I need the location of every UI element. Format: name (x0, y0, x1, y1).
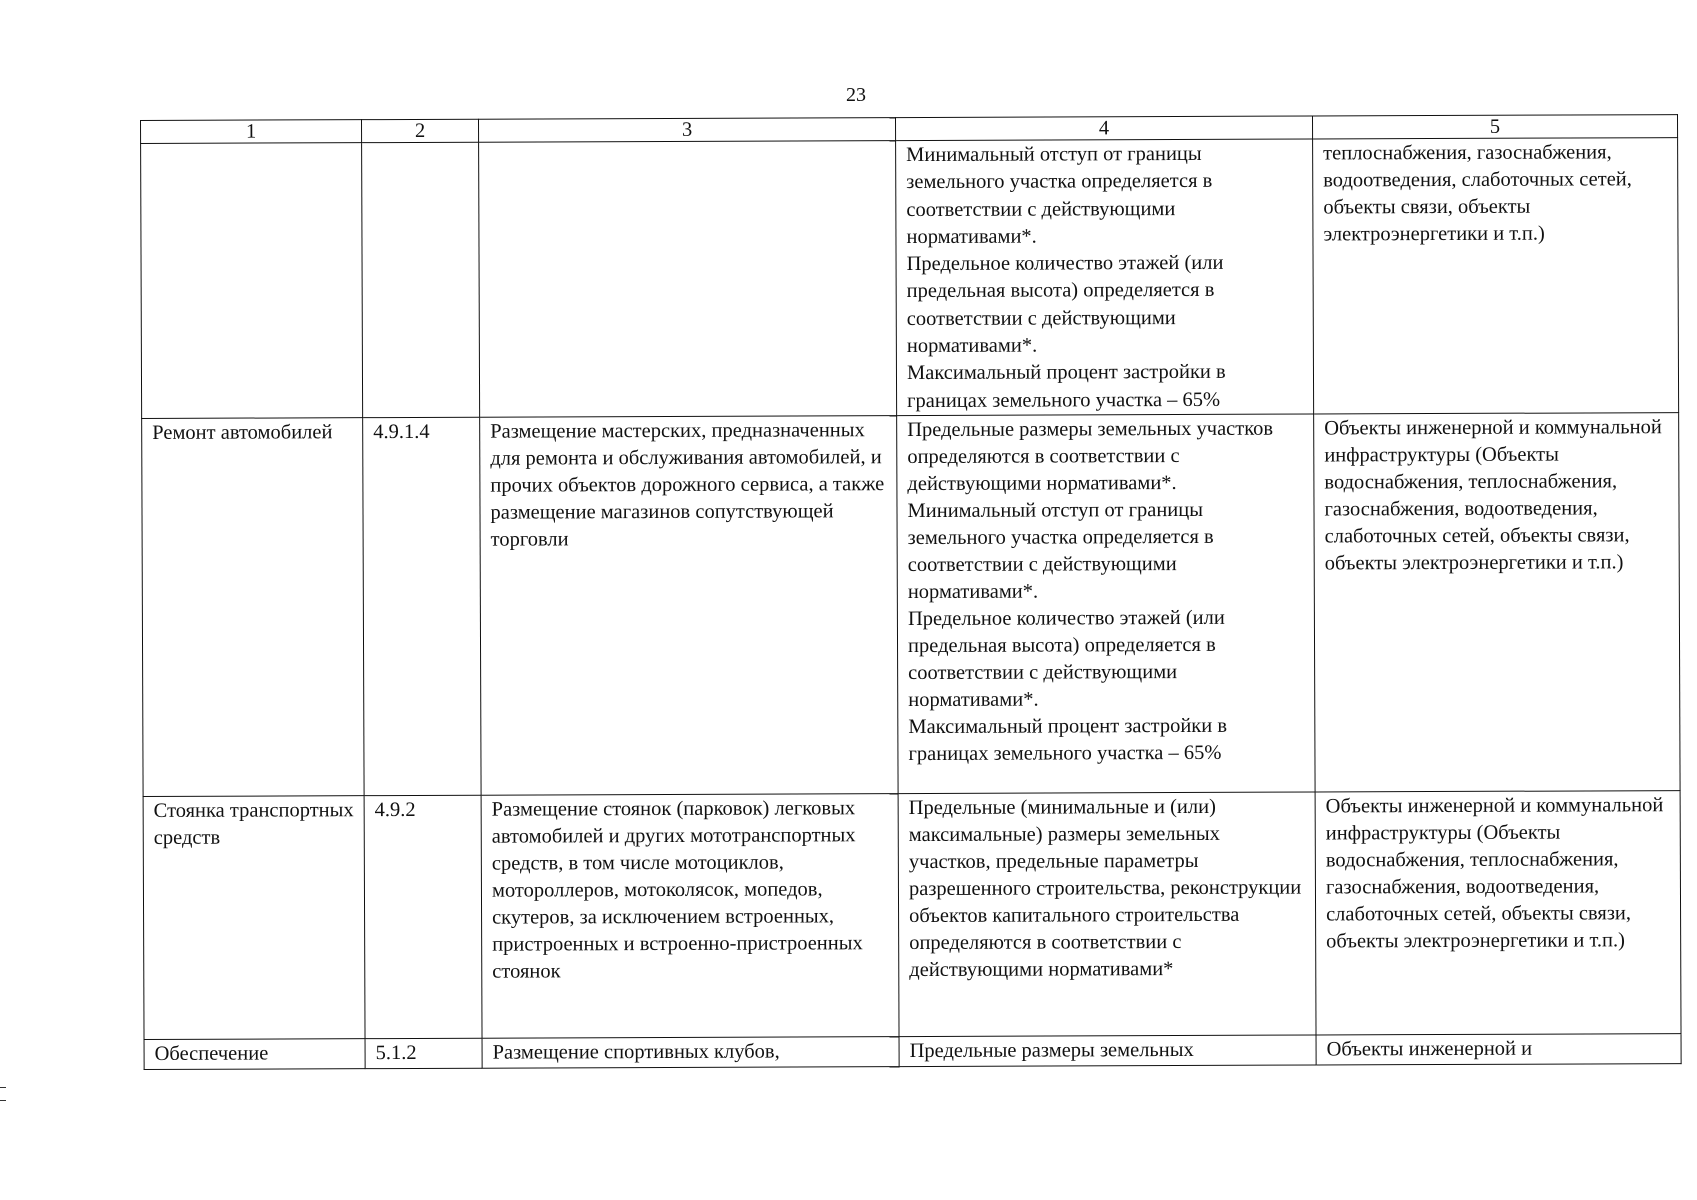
use-name-cell: Ремонт автомобилей (142, 418, 364, 797)
table-row (143, 791, 1681, 1040)
parameters-cell (896, 139, 1314, 416)
parameters-cell (898, 792, 1316, 1037)
use-code-cell (362, 142, 480, 417)
infrastructure-objects-cell: Объекты инженерной и коммунальной инфраструктуры (Объекты водоснабжения, теплоснабжения, газоснабжения, водоотведения, слаботочных сетей, объекты связи, объекты электроэнергетики и т.п.) (1314, 413, 1680, 792)
land-use-table (140, 114, 1682, 1070)
column-header-4: 4 (895, 116, 1312, 141)
use-name-cell (141, 143, 363, 419)
parameters-cell (897, 414, 1315, 794)
table-row (142, 413, 1680, 797)
page-number: 23 (846, 84, 866, 106)
use-code-cell: 4.9.1.4 (363, 417, 481, 795)
table-row (141, 138, 1679, 419)
scan-edge-mark (0, 1087, 6, 1101)
use-description-cell: Размещение спортивных клубов, (482, 1037, 899, 1069)
parameters-text: Предельные (минимальные и (или) максимальные) размеры земельных участков, предельные параметры разрешенного строительства, реконструкции объектов капитального строительства определяются в соответствии с действующими нормативами* (908, 795, 1302, 982)
use-code-cell: 5.1.2 (365, 1038, 482, 1068)
infrastructure-objects-cell: Объекты инженерной и (1316, 1034, 1681, 1065)
infrastructure-objects-cell: Объекты инженерной и коммунальной инфраструктуры (Объекты водоснабжения, теплоснабжения, газоснабжения, водоотведения, слаботочных сетей, объекты связи, объекты электроэнергетики и т.п.) (1315, 791, 1681, 1035)
column-header-5: 5 (1312, 115, 1677, 139)
parameters-text: Предельные размеры земельных участков определяются в соответствии с действующими нормативами*. Минимальный отступ от границы земельного участка определяется в соответствии с действующими нормативами*. Предельное количество этажей (или предельная высота) определяется в соответствии с действующими нормативами*. Максимальный процент застройки в границах земельного участка – 65% (907, 417, 1274, 766)
column-header-2: 2 (362, 119, 479, 142)
use-description-cell: Размещение мастерских, предназначенных для ремонта и обслуживания автомобилей, и прочих объектов дорожного сервиса, а также размещение магазинов сопутствующей торговли (480, 416, 898, 796)
parameters-text: Минимальный отступ от границы земельного участка определяется в соответствии с действующими нормативами*. Предельное количество этажей (или предельная высота) определяется в соответствии с действующими нормативами*. Максимальный процент застройки в границах земельного участка – 65% (906, 142, 1226, 412)
use-name-cell: Стоянка транспортных средств (143, 796, 365, 1040)
parameters-cell: Предельные размеры земельных (899, 1035, 1316, 1067)
use-description-cell (479, 141, 897, 418)
column-header-1: 1 (141, 120, 362, 144)
use-description-cell: Размещение стоянок (парковок) легковых автомобилей и других мототранспортных средств, в том числе мотоциклов, мотороллеров, мотоколясок, мопедов, скутеров, за исключением встроенных, пристроенных и встроенно-пристроенных стоянок (481, 794, 899, 1039)
column-header-3: 3 (478, 118, 895, 143)
use-code-cell: 4.9.2 (364, 795, 482, 1038)
use-name-cell: Обеспечение (144, 1039, 365, 1070)
table-row (144, 1034, 1681, 1070)
infrastructure-objects-cell: теплоснабжения, газоснабжения, водоотведения, слаботочных сетей, объекты связи, объекты электроэнергетики и т.п.) (1313, 138, 1679, 414)
